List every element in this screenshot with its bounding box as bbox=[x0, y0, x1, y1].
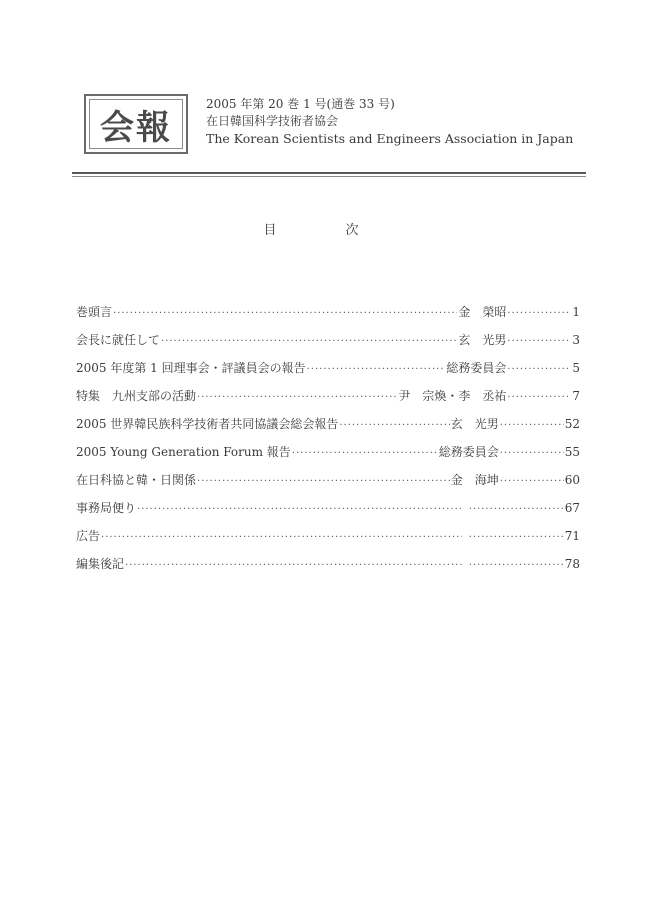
toc-entry-author: 金 海坤 bbox=[450, 473, 499, 487]
toc-entry-title: 2005 Young Generation Forum 報告 bbox=[76, 445, 291, 459]
header-rule bbox=[72, 172, 586, 174]
toc-entry-title: 2005 年度第 1 回理事会・評議員会の報告 bbox=[76, 361, 306, 375]
leader-dots bbox=[113, 308, 457, 319]
leader-dots bbox=[507, 336, 571, 347]
toc-entry bbox=[76, 331, 580, 359]
toc-entry-page: 52 bbox=[564, 417, 580, 431]
bulletin-logo bbox=[84, 94, 188, 154]
toc-heading: 目 次 bbox=[263, 223, 387, 238]
leader-dots bbox=[197, 476, 450, 487]
toc-entry-title: 会長に就任して bbox=[76, 333, 161, 347]
leader-dots bbox=[161, 336, 457, 347]
toc-entry-page: 60 bbox=[564, 473, 580, 487]
leader-dots bbox=[500, 448, 564, 459]
header-rule-thin bbox=[72, 176, 586, 177]
toc-entry bbox=[76, 499, 580, 527]
toc-entry-title: 広告 bbox=[76, 529, 101, 543]
leader-dots bbox=[507, 308, 571, 319]
leader-dots bbox=[507, 364, 571, 375]
leader-dots bbox=[339, 420, 449, 431]
leader-dots bbox=[197, 392, 397, 403]
leader-dots bbox=[101, 532, 462, 543]
leader-dots bbox=[307, 364, 446, 375]
leader-dots bbox=[292, 448, 438, 459]
leader-dots bbox=[137, 504, 462, 515]
toc-entry-author: 尹 宗煥・李 丞祐 bbox=[398, 389, 507, 403]
toc-entry-title: 特集 九州支部の活動 bbox=[76, 389, 197, 403]
leader-dots bbox=[469, 560, 565, 571]
toc-entry-author: 総務委員会 bbox=[438, 445, 499, 459]
toc-entry-author: 金 榮昭 bbox=[458, 305, 507, 319]
table-of-contents bbox=[76, 303, 580, 583]
toc-entry-page: 5 bbox=[572, 361, 580, 375]
masthead-info bbox=[206, 96, 573, 147]
org-name-jp: 在日韓国科学技術者協会 bbox=[206, 114, 339, 128]
toc-entry-title: 編集後記 bbox=[76, 557, 125, 571]
toc-entry bbox=[76, 555, 580, 583]
leader-dots bbox=[469, 532, 565, 543]
toc-entry-title: 巻頭言 bbox=[76, 305, 113, 319]
toc-entry bbox=[76, 527, 580, 555]
toc-entry-author: 玄 光男 bbox=[450, 417, 499, 431]
toc-entry bbox=[76, 471, 580, 499]
toc-entry-title: 在日科協と韓・日関係 bbox=[76, 473, 197, 487]
toc-entry bbox=[76, 387, 580, 415]
leader-dots bbox=[500, 476, 564, 487]
leader-dots bbox=[500, 420, 564, 431]
bulletin-logo-text: 会報 bbox=[89, 99, 183, 149]
toc-entry-page: 3 bbox=[572, 333, 580, 347]
toc-entry-title: 事務局便り bbox=[76, 501, 137, 515]
toc-entry-page: 78 bbox=[564, 557, 580, 571]
issue-line: 2005 年第 20 巻 1 号(通巻 33 号) bbox=[206, 97, 395, 111]
toc-entry-page: 55 bbox=[564, 445, 580, 459]
toc-entry bbox=[76, 359, 580, 387]
toc-entry-author: 玄 光男 bbox=[458, 333, 507, 347]
toc-entry bbox=[76, 303, 580, 331]
masthead bbox=[84, 94, 588, 158]
toc-entry-author: 総務委員会 bbox=[446, 361, 507, 375]
org-name-en: The Korean Scientists and Engineers Association in Japan bbox=[206, 131, 574, 146]
toc-entry-title: 2005 世界韓民族科学技術者共同協議会総会報告 bbox=[76, 417, 339, 431]
leader-dots bbox=[507, 392, 571, 403]
leader-dots bbox=[469, 504, 565, 515]
leader-dots bbox=[125, 560, 462, 571]
toc-entry-page: 71 bbox=[564, 529, 580, 543]
toc-entry-page: 7 bbox=[572, 389, 580, 403]
toc-entry-page: 1 bbox=[572, 305, 580, 319]
toc-entry bbox=[76, 415, 580, 443]
toc-entry-page: 67 bbox=[564, 501, 580, 515]
toc-entry bbox=[76, 443, 580, 471]
